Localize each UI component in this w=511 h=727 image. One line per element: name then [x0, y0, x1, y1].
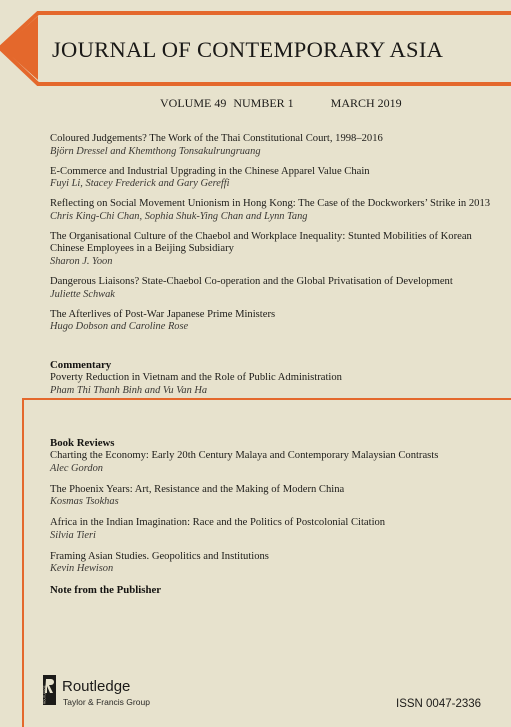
article-title: E-Commerce and Industrial Upgrading in the Chinese Apparel Value Chain: [50, 165, 370, 177]
routledge-logo-icon: [42, 675, 58, 711]
article-title: The Organisational Culture of the Chaebol and Workplace Inequality: Stunted Mobilities of Korean Chinese Employees in a Beijing Subsidiary: [50, 230, 472, 255]
review-entry: [50, 450, 505, 475]
table-of-contents: [50, 133, 505, 341]
volume-label: VOLUME 49: [160, 96, 227, 110]
publisher-note: Note from the Publisher: [50, 584, 162, 597]
article-authors: Pham Thi Thanh Binh and Vu Van Ha: [50, 384, 208, 396]
article-authors: Chris King-Chi Chan, Sophia Shuk-Ying Chan and Lynn Tang: [50, 210, 308, 222]
article-authors: Björn Dressel and Khemthong Tonsakulrungruang: [50, 145, 261, 157]
review-title: Framing Asian Studies. Geopolitics and Institutions: [50, 550, 269, 562]
article-title: The Afterlives of Post-War Japanese Prime Ministers: [50, 308, 276, 320]
issue-info: [160, 96, 402, 111]
review-entry: [50, 484, 505, 509]
review-author: Silvia Tieri: [50, 529, 96, 541]
book-reviews-heading: Book Reviews: [50, 437, 115, 449]
article-title: Dangerous Liaisons? State-Chaebol Co-operation and the Global Privatisation of Development: [50, 275, 453, 287]
logo-vertical-text: ROUTLEDGE: [42, 685, 47, 704]
article-title: Reflecting on Social Movement Unionism in Hong Kong: The Case of the Dockworkers’ Strike in 2013: [50, 198, 491, 210]
article-entry: [50, 276, 505, 301]
review-title: Charting the Economy: Early 20th Century Malaya and Contemporary Malaysian Contrasts: [50, 450, 439, 461]
review-author: Alec Gordon: [50, 462, 103, 474]
article-authors: Sharon J. Yoon: [50, 255, 113, 267]
article-entry: [50, 372, 505, 397]
article-entry: [50, 309, 505, 334]
publisher-group: Taylor & Francis Group: [63, 697, 150, 707]
section-divider: [22, 398, 511, 400]
article-authors: Juliette Schwak: [50, 288, 115, 300]
review-entry: [50, 551, 505, 576]
publisher-name: Routledge: [62, 678, 131, 695]
publisher-block: [42, 675, 242, 715]
number-label: NUMBER 1: [233, 96, 294, 110]
article-entry: [50, 198, 505, 223]
left-rule: [22, 398, 24, 727]
commentary-heading: Commentary: [50, 359, 112, 371]
review-entry: [50, 517, 505, 542]
article-entry: [50, 133, 505, 158]
article-entry: [50, 166, 505, 191]
article-entry: [50, 231, 505, 268]
review-title: Africa in the Indian Imagination: Race and the Politics of Postcolonial Citation: [50, 517, 386, 529]
article-title: Poverty Reduction in Vietnam and the Role of Public Administration: [50, 372, 342, 383]
journal-title: JOURNAL OF CONTEMPORARY ASIA: [52, 37, 444, 62]
book-reviews-section: [50, 437, 505, 596]
issn-number: ISSN 0047-2336: [396, 698, 482, 710]
article-title: Coloured Judgements? The Work of the Thai Constitutional Court, 1998–2016: [50, 133, 383, 144]
review-title: The Phoenix Years: Art, Resistance and the Making of Modern China: [50, 483, 345, 495]
article-authors: Fuyi Li, Stacey Frederick and Gary Gereffi: [50, 178, 230, 190]
review-author: Kevin Hewison: [50, 563, 114, 575]
review-author: Kosmas Tsokhas: [50, 496, 119, 508]
article-authors: Hugo Dobson and Caroline Rose: [50, 321, 189, 333]
issue-date: MARCH 2019: [330, 96, 402, 110]
